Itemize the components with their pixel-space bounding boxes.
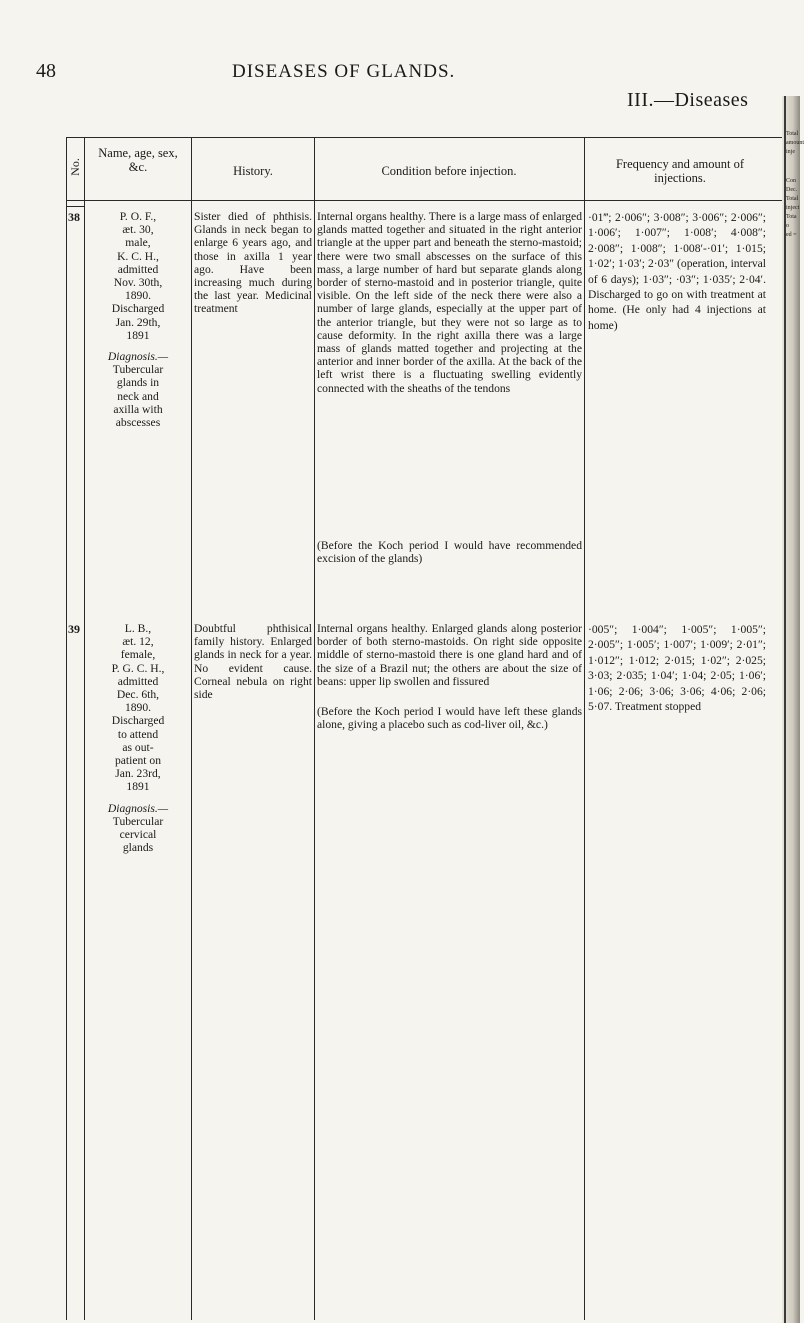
edge-text: Tota: [786, 214, 797, 220]
name-line: Jan. 29th,: [115, 315, 161, 329]
name-line: P. O. F.,: [119, 210, 157, 223]
edge-text: o: [786, 223, 789, 229]
name-line: admitted: [117, 262, 159, 276]
case-number: 39: [68, 622, 80, 636]
diagnosis-line: neck and: [117, 389, 159, 403]
name-line: Dec. 6th,: [116, 688, 160, 702]
name-line: Nov. 30th,: [113, 276, 163, 290]
history-text: Sister died of phthisis. Glands in neck began to enlarge 6 years ago, and those in axilla 1 year ago. Have been increasing much during the last year. Medicinal treatment: [194, 210, 312, 316]
name-line: L. B.,: [124, 622, 152, 635]
col-rule: [314, 137, 315, 1320]
header-no: No.: [68, 158, 82, 176]
condition-text: Internal organs healthy. There is a large mass of enlarged glands matted together and situated in the right anterior triangle at the upper part and beneath the sterno-mastoid; there were two small abscesses on the surface of this mass, a large number of hard but separate glands along border of sterno-mastoid and in posterior triangle, quite visible. On the left side of the neck there were also a number of large glands, especially at the upper part of the anterior triangle, but they were not so large as to cause deformity. In the right axilla there was a large mass of glands matted together and projecting at the anterior and inner border of the axilla. At the back of the left wrist there is a fluctuating swelling evidently connected with the sheaths of the tendons: [317, 210, 582, 395]
col-rule: [584, 137, 585, 1320]
name-line: as out-: [122, 740, 154, 754]
continued-table-title: III.—Diseases: [627, 89, 749, 111]
patient-details: [86, 210, 190, 429]
edge-text: inject: [786, 205, 800, 211]
col-rule: [84, 137, 85, 1320]
diagnosis-line: abscesses: [115, 416, 161, 430]
edge-fragments: [786, 130, 804, 240]
edge-text: Dec.: [786, 187, 798, 193]
running-head: DISEASES OF GLANDS.: [232, 61, 456, 82]
row-rule: [66, 206, 84, 207]
name-line: æt. 12,: [122, 635, 154, 649]
condition-text: Internal organs healthy. Enlarged glands along posterior border of both sterno-mastoids. On right side opposite middle of sterno-mastoid there is one gland hard and of the size of a Brazil nut; the others are about the size of beans: upper lip swollen and fissured: [317, 622, 582, 688]
frequency-text: ·01‴; 2·006″; 3·008″; 3·006″; 2·006″; 1·006′; 1·007″; 1·008′; 4·008″; 2·008″; 1·008″; 1·008′-·01′; 1·015; 1·02′; 1·03′; 2·03″ (operation, interval of 6 days); 1·03″; ·03″; 1·035′; 2·04′. Discharged to go on with treatment at home. (He only had 4 injections at home): [588, 211, 766, 332]
history-text: Doubtful phthisical family history. Enlarged glands in neck for a year. No evident cause. Corneal nebula on right side: [194, 622, 312, 702]
name-line: 1890.: [124, 701, 152, 715]
name-line: male,: [125, 236, 151, 250]
header-rule: [66, 200, 782, 201]
diagnosis-line: glands: [122, 841, 154, 855]
patient-details: [86, 622, 190, 854]
diagnosis-line: Tubercular: [112, 363, 164, 377]
page-number: 48: [36, 60, 56, 82]
name-line: 1891: [126, 328, 150, 342]
page-edge-rule: [784, 96, 786, 1323]
name-line: female,: [120, 648, 156, 662]
edge-text: amount: [786, 140, 804, 146]
col-rule: [191, 137, 192, 1320]
edge-text: inje: [786, 149, 795, 155]
name-line: to attend: [117, 727, 159, 741]
case-number: 38: [68, 210, 80, 224]
diagnosis-line: glands in: [116, 376, 160, 390]
header-frequency: Frequency and amount of injections.: [615, 157, 745, 185]
diagnosis-line: Tubercular: [112, 814, 164, 828]
diagnosis-line: cervical: [119, 828, 157, 842]
header-condition: Condition before injection.: [381, 164, 517, 178]
name-line: patient on: [114, 754, 162, 768]
condition-note: (Before the Koch period I would have recommended excision of the glands): [317, 539, 582, 566]
col-rule: [66, 137, 67, 1320]
name-line: K. C. H.,: [117, 249, 159, 263]
name-line: 1890.: [124, 289, 152, 303]
diagnosis-label: Diagnosis.—: [107, 350, 169, 364]
name-line: Discharged: [111, 714, 165, 728]
header-history: History.: [233, 164, 273, 178]
name-line: P. G. C. H.,: [111, 661, 165, 675]
name-line: Jan. 23rd,: [115, 767, 161, 781]
diagnosis-label: Diagnosis.—: [107, 801, 169, 815]
edge-text: Total: [786, 131, 799, 137]
frequency-text: ·005″; 1·004″; 1·005″; 1·005″; 2·005″; 1·005′; 1·007′; 1·009′; 2·01″; 1·012″; 1·012; 2·015; 1·02″; 2·025; 3·03; 2·035; 1·04′; 1·04; 2·05; 1·06′; 1·06; 2·06; 3·06; 3·06; 4·06; 2·06; 5·07. Treatment stopped: [588, 623, 766, 714]
name-line: 1891: [126, 780, 150, 794]
diagnosis-line: axilla with: [113, 402, 163, 416]
header-name: Name, age, sex, &c.: [98, 146, 178, 174]
condition-note: (Before the Koch period I would have left these glands alone, giving a placebo such as cod-liver oil, &c.): [317, 705, 582, 732]
name-line: æt. 30,: [122, 223, 154, 237]
edge-text: Con: [786, 178, 797, 184]
table-top-rule: [66, 137, 782, 138]
edge-text: ed =: [786, 232, 797, 238]
name-line: Discharged: [111, 302, 165, 316]
name-line: admitted: [117, 674, 159, 688]
edge-text: Total: [786, 196, 799, 202]
